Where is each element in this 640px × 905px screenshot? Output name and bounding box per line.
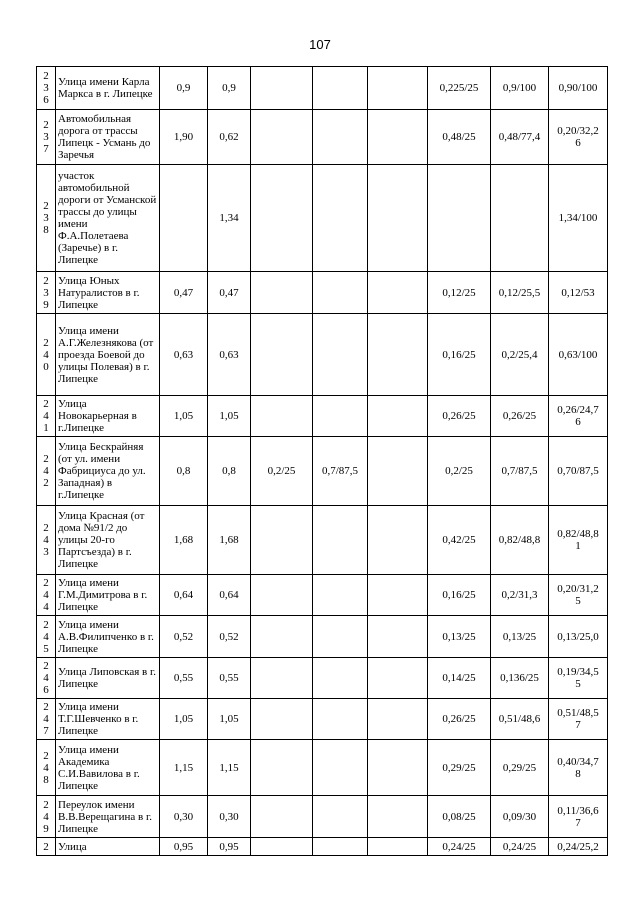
value-col-5: 0,51/48,6: [491, 699, 549, 740]
value-col-1: 0,2/25: [251, 437, 313, 506]
value-col-3: [368, 616, 428, 658]
length-repair: 0,63: [208, 314, 251, 396]
table-row: [37, 396, 608, 437]
road-name: Улица Юных Натуралистов в г. Липецке: [56, 272, 160, 314]
value-col-5: 0,2/31,3: [491, 575, 549, 616]
value-col-2: [313, 314, 368, 396]
length-total: 0,8: [160, 437, 208, 506]
value-col-1: [251, 740, 313, 796]
value-col-1: [251, 796, 313, 838]
value-col-2: [313, 838, 368, 856]
row-number: 2 3 7: [37, 110, 56, 165]
value-col-2: [313, 165, 368, 272]
road-name: Улица имени А.В.Филипченко в г. Липецке: [56, 616, 160, 658]
road-name: Улица Липовская в г. Липецке: [56, 658, 160, 699]
value-col-3: [368, 658, 428, 699]
value-col-1: [251, 506, 313, 575]
row-number: 2 4 7: [37, 699, 56, 740]
value-col-6: 0,19/34,5 5: [549, 658, 608, 699]
row-number: 2 4 4: [37, 575, 56, 616]
row-number: 2 4 8: [37, 740, 56, 796]
road-name: Переулок имени В.В.Верещагина в г. Липецке: [56, 796, 160, 838]
row-number: 2 4 5: [37, 616, 56, 658]
value-col-5: [491, 165, 549, 272]
value-col-2: 0,7/87,5: [313, 437, 368, 506]
road-name: Улица имени Карла Маркса в г. Липецке: [56, 67, 160, 110]
value-col-3: [368, 314, 428, 396]
value-col-4: 0,26/25: [428, 396, 491, 437]
length-total: 1,90: [160, 110, 208, 165]
value-col-6: 0,40/34,7 8: [549, 740, 608, 796]
value-col-5: 0,26/25: [491, 396, 549, 437]
length-repair: 1,05: [208, 396, 251, 437]
roads-table: [36, 66, 608, 856]
value-col-4: 0,12/25: [428, 272, 491, 314]
length-repair: 0,95: [208, 838, 251, 856]
value-col-2: [313, 575, 368, 616]
length-repair: 0,62: [208, 110, 251, 165]
value-col-5: 0,7/87,5: [491, 437, 549, 506]
road-name: Улица имени Академика С.И.Вавилова в г. Липецке: [56, 740, 160, 796]
value-col-3: [368, 437, 428, 506]
value-col-4: 0,48/25: [428, 110, 491, 165]
length-total: 0,9: [160, 67, 208, 110]
value-col-2: [313, 110, 368, 165]
value-col-6: 0,70/87,5: [549, 437, 608, 506]
value-col-4: 0,26/25: [428, 699, 491, 740]
length-total: [160, 165, 208, 272]
value-col-4: 0,16/25: [428, 575, 491, 616]
value-col-5: 0,2/25,4: [491, 314, 549, 396]
value-col-6: 0,20/31,2 5: [549, 575, 608, 616]
table-row: [37, 796, 608, 838]
value-col-6: 0,13/25,0: [549, 616, 608, 658]
value-col-5: 0,29/25: [491, 740, 549, 796]
length-repair: 0,9: [208, 67, 251, 110]
value-col-6: 0,26/24,7 6: [549, 396, 608, 437]
value-col-3: [368, 272, 428, 314]
road-name: Улица: [56, 838, 160, 856]
table-row: [37, 506, 608, 575]
value-col-6: 0,24/25,2: [549, 838, 608, 856]
length-repair: 0,47: [208, 272, 251, 314]
length-repair: 0,55: [208, 658, 251, 699]
value-col-4: 0,2/25: [428, 437, 491, 506]
length-total: 0,63: [160, 314, 208, 396]
value-col-4: 0,225/25: [428, 67, 491, 110]
table-row: [37, 314, 608, 396]
value-col-1: [251, 67, 313, 110]
length-repair: 1,05: [208, 699, 251, 740]
value-col-5: 0,09/30: [491, 796, 549, 838]
table-row: [37, 838, 608, 856]
value-col-3: [368, 67, 428, 110]
value-col-2: [313, 740, 368, 796]
row-number: 2 4 2: [37, 437, 56, 506]
value-col-2: [313, 616, 368, 658]
table-row: [37, 658, 608, 699]
table-row: [37, 67, 608, 110]
row-number: 2 4 9: [37, 796, 56, 838]
road-name: Улица имени А.Г.Железнякова (от проезда Боевой до улицы Полевая) в г. Липецке: [56, 314, 160, 396]
value-col-6: 0,82/48,8 1: [549, 506, 608, 575]
value-col-1: [251, 575, 313, 616]
value-col-5: 0,48/77,4: [491, 110, 549, 165]
road-name: Автомобильная дорога от трассы Липецк - Усмань до Заречья: [56, 110, 160, 165]
value-col-4: 0,24/25: [428, 838, 491, 856]
value-col-4: 0,14/25: [428, 658, 491, 699]
value-col-2: [313, 272, 368, 314]
table-row: [37, 575, 608, 616]
length-total: 0,55: [160, 658, 208, 699]
length-repair: 1,15: [208, 740, 251, 796]
value-col-6: 0,90/100: [549, 67, 608, 110]
row-number: 2 4 0: [37, 314, 56, 396]
value-col-1: [251, 272, 313, 314]
value-col-2: [313, 796, 368, 838]
value-col-2: [313, 506, 368, 575]
table-row: [37, 616, 608, 658]
value-col-3: [368, 396, 428, 437]
value-col-3: [368, 110, 428, 165]
value-col-1: [251, 165, 313, 272]
length-repair: 0,52: [208, 616, 251, 658]
value-col-1: [251, 699, 313, 740]
length-repair: 1,68: [208, 506, 251, 575]
value-col-2: [313, 67, 368, 110]
length-total: 0,64: [160, 575, 208, 616]
value-col-6: 0,51/48,5 7: [549, 699, 608, 740]
value-col-5: 0,12/25,5: [491, 272, 549, 314]
row-number: 2 3 6: [37, 67, 56, 110]
value-col-5: 0,82/48,8: [491, 506, 549, 575]
page-number: 107: [309, 37, 331, 52]
row-number: 2 4 6: [37, 658, 56, 699]
value-col-4: 0,13/25: [428, 616, 491, 658]
length-total: 1,68: [160, 506, 208, 575]
length-repair: 0,64: [208, 575, 251, 616]
value-col-2: [313, 699, 368, 740]
road-name: Улица имени Т.Г.Шевченко в г. Липецке: [56, 699, 160, 740]
value-col-1: [251, 616, 313, 658]
row-number: 2 4 3: [37, 506, 56, 575]
value-col-5: 0,13/25: [491, 616, 549, 658]
value-col-6: 0,11/36,6 7: [549, 796, 608, 838]
value-col-3: [368, 506, 428, 575]
value-col-3: [368, 838, 428, 856]
length-total: 0,52: [160, 616, 208, 658]
value-col-3: [368, 796, 428, 838]
value-col-1: [251, 314, 313, 396]
value-col-1: [251, 110, 313, 165]
row-number: 2 3 9: [37, 272, 56, 314]
value-col-1: [251, 396, 313, 437]
value-col-5: 0,136/25: [491, 658, 549, 699]
row-number: 2 3 8: [37, 165, 56, 272]
value-col-3: [368, 699, 428, 740]
road-name: Улица Новокарьерная в г.Липецке: [56, 396, 160, 437]
value-col-4: 0,29/25: [428, 740, 491, 796]
value-col-1: [251, 658, 313, 699]
length-repair: 0,30: [208, 796, 251, 838]
length-repair: 0,8: [208, 437, 251, 506]
table-row: [37, 437, 608, 506]
length-total: 0,30: [160, 796, 208, 838]
length-total: 1,15: [160, 740, 208, 796]
value-col-6: 0,20/32,2 6: [549, 110, 608, 165]
length-total: 0,47: [160, 272, 208, 314]
table-row: [37, 110, 608, 165]
road-name: Улица Красная (от дома №91/2 до улицы 20-го Партсъезда) в г. Липецке: [56, 506, 160, 575]
table-row: [37, 740, 608, 796]
value-col-3: [368, 575, 428, 616]
value-col-6: 1,34/100: [549, 165, 608, 272]
value-col-4: 0,42/25: [428, 506, 491, 575]
value-col-3: [368, 165, 428, 272]
value-col-3: [368, 740, 428, 796]
value-col-4: [428, 165, 491, 272]
value-col-4: 0,16/25: [428, 314, 491, 396]
value-col-2: [313, 658, 368, 699]
length-repair: 1,34: [208, 165, 251, 272]
length-total: 1,05: [160, 396, 208, 437]
value-col-5: 0,9/100: [491, 67, 549, 110]
road-name: Улица имени Г.М.Димитрова в г. Липецке: [56, 575, 160, 616]
value-col-2: [313, 396, 368, 437]
road-name: участок автомобильной дороги от Усманской трассы до улицы имени Ф.А.Полетаева (Заречье) в г. Липецке: [56, 165, 160, 272]
length-total: 1,05: [160, 699, 208, 740]
table-row: [37, 699, 608, 740]
value-col-6: 0,63/100: [549, 314, 608, 396]
value-col-4: 0,08/25: [428, 796, 491, 838]
value-col-6: 0,12/53: [549, 272, 608, 314]
row-number: 2: [37, 838, 56, 856]
value-col-1: [251, 838, 313, 856]
value-col-5: 0,24/25: [491, 838, 549, 856]
row-number: 2 4 1: [37, 396, 56, 437]
table-row: [37, 272, 608, 314]
length-total: 0,95: [160, 838, 208, 856]
road-name: Улица Бескрайняя (от ул. имени Фабрициуса до ул. Западная) в г.Липецке: [56, 437, 160, 506]
table-row: [37, 165, 608, 272]
